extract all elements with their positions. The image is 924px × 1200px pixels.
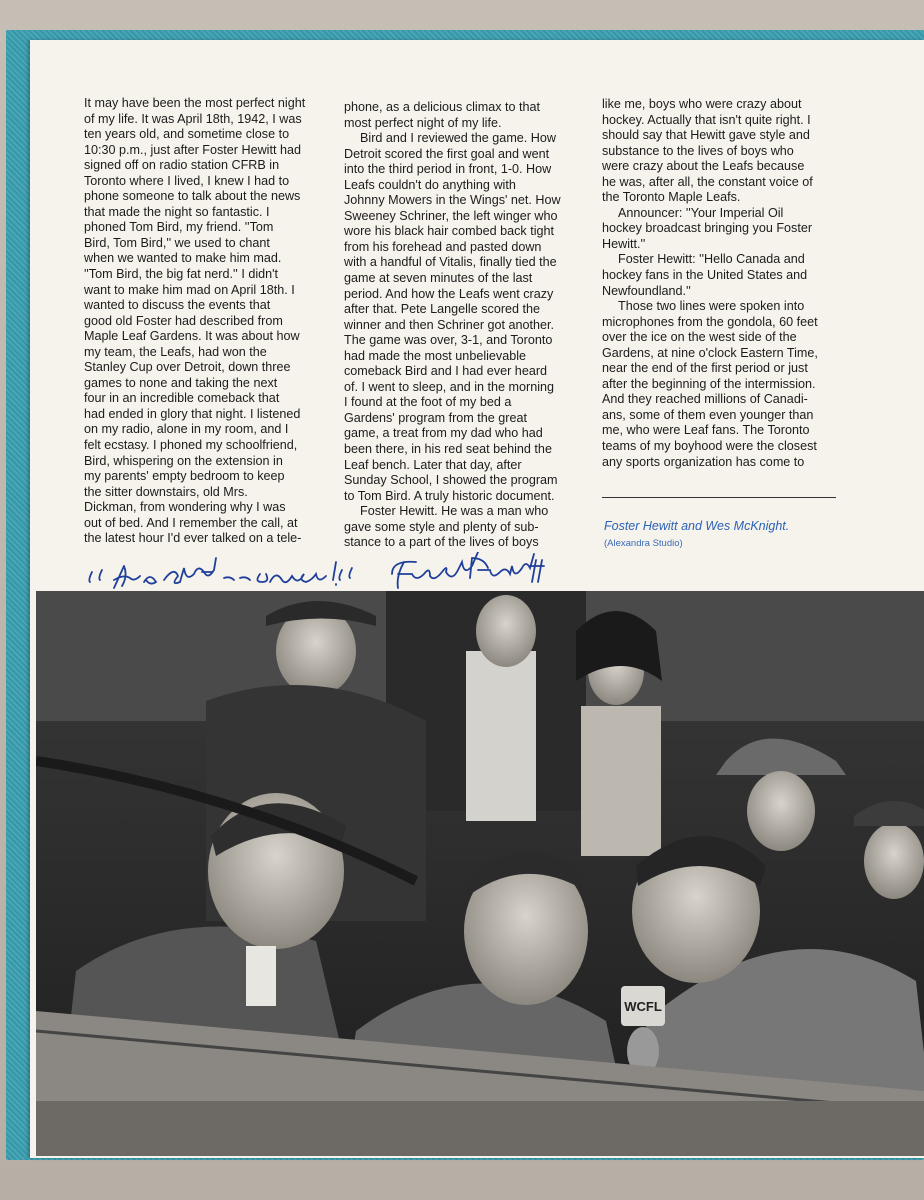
text-line: I found at the foot of my bed a	[344, 395, 512, 410]
text-line: Hewitt.''	[602, 236, 646, 251]
text-line: Foster Hewitt. He was a man who	[360, 504, 549, 519]
text-column-3	[602, 97, 866, 470]
text-line: hockey fans in the United States and	[602, 268, 808, 283]
text-line: near the end of the first period or just	[602, 361, 808, 376]
text-line: Newfoundland.''	[602, 283, 691, 298]
text-line: like me, boys who were crazy about	[602, 97, 802, 111]
text-line: after the beginning of the intermission.	[602, 376, 816, 391]
text-line: any sports organization has come to	[602, 454, 805, 469]
text-line: phoned Tom Bird, my friend. ''Tom	[84, 220, 274, 235]
text-line: Bird and I reviewed the game. How	[360, 131, 557, 146]
text-line: he was, after all, the constant voice of	[602, 174, 813, 189]
caption-divider	[602, 497, 836, 498]
text-line: to Tom Bird. A truly historic document.	[344, 488, 555, 503]
text-line: most perfect night of my life.	[344, 115, 502, 130]
text-line: teams of my boyhood were the closest	[602, 439, 817, 454]
text-line: winner and then Schriner got another.	[344, 317, 555, 332]
text-line: ten years old, and sometime close to	[84, 127, 290, 142]
text-line: the sitter downstairs, old Mrs.	[84, 484, 248, 499]
text-line: my team, the Leafs, had won the	[84, 344, 267, 359]
text-line: comeback Bird and I had ever heard	[344, 364, 548, 379]
archival-photograph	[36, 591, 924, 1156]
text-line: game at seven minutes of the last	[344, 271, 533, 286]
text-line: wanted to discuss the events that	[84, 298, 271, 313]
text-line: 10:30 p.m., just after Foster Hewitt had	[84, 142, 301, 157]
photo-credit: (Alexandra Studio)	[604, 538, 683, 549]
text-line: Sweeney Schriner, the left winger who	[344, 208, 558, 223]
text-line: Maple Leaf Gardens. It was about how	[84, 329, 300, 344]
text-line: Detroit scored the first goal and went	[344, 146, 550, 161]
text-line: me, who were Leaf fans. The Toronto	[602, 423, 810, 438]
text-line: been there, in his red seat behind the	[344, 442, 552, 457]
text-line: when we wanted to make him mad.	[84, 251, 282, 266]
text-line: were crazy about the Leafs because	[602, 159, 805, 174]
text-line: Leafs couldn't do anything with	[344, 177, 516, 192]
text-line: Sunday School, I showed the program	[344, 473, 558, 488]
text-line: wore his black hair combed back tight	[344, 224, 554, 239]
text-line: game, a treat from my dad who had	[344, 426, 543, 441]
text-line: substance to the lives of boys who	[602, 143, 794, 158]
text-line: Toronto where I lived, I knew I had to	[84, 173, 290, 188]
text-line: four in an incredible comeback that	[84, 391, 280, 406]
text-line: had made the most unbelievable	[344, 348, 527, 363]
text-line: Gardens' program from the great	[344, 410, 527, 425]
text-line: hockey. Actually that isn't quite right. I	[602, 112, 811, 127]
text-line: felt ecstasy. I phoned my schoolfriend,	[84, 438, 298, 453]
text-line: phone someone to talk about the news	[84, 189, 301, 204]
text-line: of. I went to sleep, and in the morning	[344, 379, 555, 394]
text-line: Foster Hewitt: ''Hello Canada and	[618, 252, 805, 267]
text-line: want to make him mad on April 18th. I	[84, 282, 295, 297]
text-line: good old Foster had described from	[84, 313, 283, 328]
book-page	[30, 40, 924, 1158]
text-line: phone, as a delicious climax to that	[344, 100, 541, 114]
text-line: Announcer: ''Your Imperial Oil	[618, 205, 784, 220]
text-line: Leaf bench. Later that day, after	[344, 457, 522, 472]
text-line: games to none and taking the next	[84, 375, 278, 390]
text-line: Dickman, from wondering why I was	[84, 500, 286, 515]
text-line: period. And how the Leafs went crazy	[344, 286, 554, 301]
text-line: Bird, whispering on the extension in	[84, 453, 283, 468]
text-line: stance to a part of the lives of boys	[344, 535, 539, 550]
text-line: my parents' empty bedroom to keep	[84, 469, 285, 484]
text-line: It may have been the most perfect night	[84, 96, 306, 110]
microphone-label: WCFL	[624, 999, 662, 1014]
text-line: Gardens, at nine o'clock Eastern Time,	[602, 345, 818, 360]
text-column-2	[344, 100, 598, 551]
text-line: Johnny Mowers in the Wings' net. How	[344, 193, 561, 208]
text-line: signed off on radio station CFRB in	[84, 158, 280, 173]
text-line: Bird, Tom Bird,'' we used to chant	[84, 235, 270, 250]
text-line: The game was over, 3-1, and Toronto	[344, 333, 553, 348]
text-line: Those two lines were spoken into	[618, 299, 805, 314]
text-line: of my life. It was April 18th, 1942, I was	[84, 111, 302, 126]
text-line: gave some style and plenty of sub-	[344, 519, 539, 534]
text-line: should say that Hewitt gave style and	[602, 128, 810, 143]
text-line: out of bed. And I remember the call, at	[84, 515, 298, 530]
text-line: over the ice on the west side of the	[602, 330, 797, 345]
text-line: had ended in glory that night. I listened	[84, 406, 301, 421]
text-line: hockey broadcast bringing you Foster	[602, 221, 813, 236]
text-line: from his forehead and pasted down	[344, 239, 542, 254]
text-line: with a handful of Vitalis, finally tied the	[344, 255, 557, 270]
text-line: that made the night so fantastic. I	[84, 204, 270, 219]
text-line: microphones from the gondola, 60 feet	[602, 314, 818, 329]
text-line: on my radio, alone in my room, and I	[84, 422, 289, 437]
text-column-1	[84, 96, 328, 547]
text-line: the latest hour I'd ever talked on a tele-	[84, 531, 302, 546]
photo-caption: Foster Hewitt and Wes McKnight.	[604, 519, 790, 533]
text-line: ans, some of them even younger than	[602, 407, 814, 422]
text-line: the Toronto Maple Leafs.	[602, 190, 741, 205]
text-line: ''Tom Bird, the big fat nerd.'' I didn't	[84, 267, 279, 282]
text-line: And they reached millions of Canadi-	[602, 392, 808, 407]
text-line: after that. Pete Langelle scored the	[344, 302, 541, 317]
text-line: Stanley Cup over Detroit, down three	[84, 360, 291, 375]
text-line: into the third period in front, 1-0. How	[344, 162, 552, 177]
